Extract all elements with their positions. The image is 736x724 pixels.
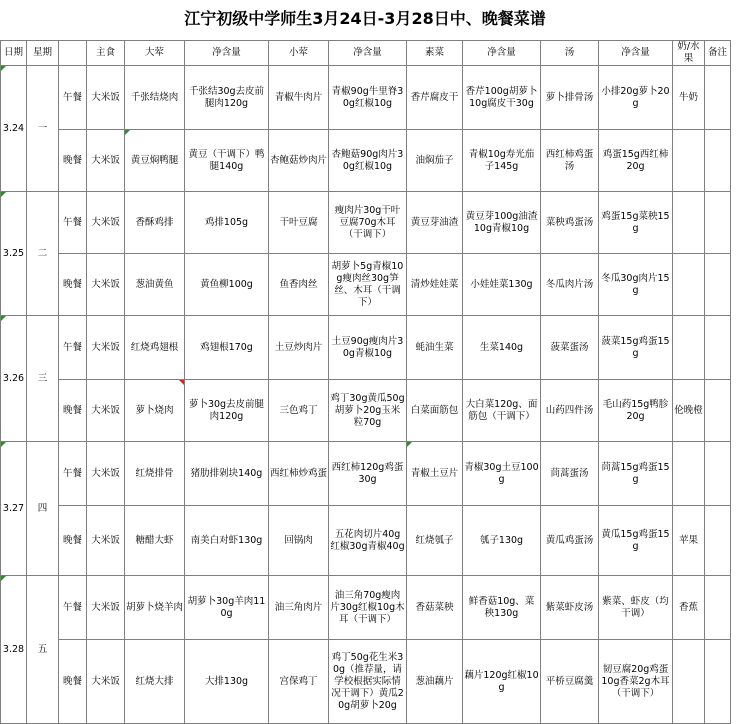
veg-qty-cell: 青椒10g寿光茄子145g <box>463 130 541 192</box>
meal-row <box>1 640 731 724</box>
milk-fruit-cell: 苹果 <box>673 506 705 576</box>
header-side: 小荤 <box>269 41 329 66</box>
milk-fruit-cell <box>673 640 705 724</box>
meal-cell: 晚餐 <box>59 640 87 724</box>
milk-fruit-cell: 伦晚橙 <box>673 380 705 442</box>
meal-cell: 晚餐 <box>59 506 87 576</box>
main-dish-cell: 红烧排骨 <box>125 442 185 506</box>
page-title: 江宁初级中学师生3月24日-3月28日中、晚餐菜谱 <box>184 9 546 28</box>
note-cell <box>705 316 731 380</box>
header-veg: 素菜 <box>407 41 463 66</box>
date-cell: 3.28 <box>1 576 27 724</box>
meal-row <box>1 130 731 192</box>
soup-qty-cell: 菠菜15g鸡蛋15g <box>599 316 673 380</box>
staple-cell: 大米饭 <box>87 254 125 316</box>
side-qty-cell: 杏鲍菇90g肉片30g红椒10g <box>329 130 407 192</box>
veg-qty-cell: 生菜140g <box>463 316 541 380</box>
soup-qty-cell: 毛山药15g鸭胗20g <box>599 380 673 442</box>
milk-fruit-cell: 香蕉 <box>673 576 705 640</box>
date-cell: 3.26 <box>1 316 27 442</box>
weekday-cell: 四 <box>27 442 59 576</box>
veg-dish-cell: 白菜面筋包 <box>407 380 463 442</box>
veg-qty-cell: 藕片120g红椒10g <box>463 640 541 724</box>
header-soup-qty: 净含量 <box>599 41 673 66</box>
meal-cell: 午餐 <box>59 66 87 130</box>
staple-cell: 大米饭 <box>87 506 125 576</box>
soup-qty-cell: 鸡蛋15g西红柿20g <box>599 130 673 192</box>
meal-cell: 晚餐 <box>59 380 87 442</box>
milk-fruit-cell: 牛奶 <box>673 66 705 130</box>
soup-cell: 平桥豆腐羹 <box>541 640 599 724</box>
main-dish-cell: 千张结烧肉 <box>125 66 185 130</box>
side-qty-cell: 胡萝卜5g青椒10g瘦肉丝30g笋丝、木耳（干调下） <box>329 254 407 316</box>
main-qty-cell: 南美白对虾130g <box>185 506 269 576</box>
main-qty-cell: 猪肋排剁块140g <box>185 442 269 506</box>
header-veg-qty: 净含量 <box>463 41 541 66</box>
milk-fruit-cell <box>673 316 705 380</box>
meal-cell: 午餐 <box>59 316 87 380</box>
side-dish-cell: 宫保鸡丁 <box>269 640 329 724</box>
soup-qty-cell: 冬瓜30g肉片15g <box>599 254 673 316</box>
weekday-cell: 二 <box>27 192 59 316</box>
veg-dish-cell: 香芹腐皮干 <box>407 66 463 130</box>
meal-row <box>1 506 731 576</box>
menu-body <box>1 66 731 724</box>
meal-cell: 午餐 <box>59 576 87 640</box>
side-qty-cell: 鸡丁30g黄瓜50g胡萝卜20g玉米粒70g <box>329 380 407 442</box>
note-cell <box>705 130 731 192</box>
side-dish-cell: 青椒牛肉片 <box>269 66 329 130</box>
side-dish-cell: 干叶豆腐 <box>269 192 329 254</box>
milk-fruit-cell <box>673 442 705 506</box>
note-cell <box>705 640 731 724</box>
header-main-qty: 净含量 <box>185 41 269 66</box>
soup-qty-cell: 鸡蛋15g菜秧15g <box>599 192 673 254</box>
side-qty-cell: 五花肉切片40g红椒30g青椒40g <box>329 506 407 576</box>
main-dish-cell: 黄豆焖鸭腿 <box>125 130 185 192</box>
meal-row <box>1 576 731 640</box>
weekday-cell: 三 <box>27 316 59 442</box>
side-qty-cell: 青椒90g牛里脊30g红椒10g <box>329 66 407 130</box>
menu-table <box>0 40 731 724</box>
main-qty-cell: 黄豆（干调下）鸭腿140g <box>185 130 269 192</box>
side-dish-cell: 油三角肉片 <box>269 576 329 640</box>
main-qty-cell: 黄鱼柳100g <box>185 254 269 316</box>
meal-row <box>1 192 731 254</box>
veg-dish-cell: 香菇菜秧 <box>407 576 463 640</box>
note-cell <box>705 506 731 576</box>
note-cell <box>705 380 731 442</box>
veg-qty-cell: 香芹100g胡萝卜10g腐皮干30g <box>463 66 541 130</box>
header-meal <box>59 41 87 66</box>
veg-dish-cell: 蚝油生菜 <box>407 316 463 380</box>
header-milk-fruit: 奶/水果 <box>673 41 705 66</box>
side-qty-cell: 土豆90g瘦肉片30g青椒10g <box>329 316 407 380</box>
header-date: 日期 <box>1 41 27 66</box>
note-cell <box>705 442 731 506</box>
side-dish-cell: 三色鸡丁 <box>269 380 329 442</box>
soup-cell: 萝卜排骨汤 <box>541 66 599 130</box>
side-dish-cell: 鱼香肉丝 <box>269 254 329 316</box>
veg-qty-cell: 瓠子130g <box>463 506 541 576</box>
meal-row <box>1 66 731 130</box>
meal-cell: 晚餐 <box>59 130 87 192</box>
side-qty-cell: 瘦肉片30g干叶豆腐70g木耳（干调下） <box>329 192 407 254</box>
staple-cell: 大米饭 <box>87 380 125 442</box>
date-cell: 3.24 <box>1 66 27 192</box>
staple-cell: 大米饭 <box>87 66 125 130</box>
main-dish-cell: 胡萝卜烧羊肉 <box>125 576 185 640</box>
side-dish-cell: 杏鲍菇炒肉片 <box>269 130 329 192</box>
main-dish-cell: 萝卜烧肉 <box>125 380 185 442</box>
note-cell <box>705 66 731 130</box>
meal-cell: 午餐 <box>59 192 87 254</box>
veg-dish-cell: 清炒娃娃菜 <box>407 254 463 316</box>
veg-qty-cell: 大白菜120g、面筋包（干调下） <box>463 380 541 442</box>
side-qty-cell: 鸡丁50g花生米30g（推荐量，请学校根据实际情况干调下）黄瓜20g胡萝卜20g <box>329 640 407 724</box>
soup-qty-cell: 茼蒿15g鸡蛋15g <box>599 442 673 506</box>
meal-row <box>1 254 731 316</box>
main-dish-cell: 红烧大排 <box>125 640 185 724</box>
header-weekday: 星期 <box>27 41 59 66</box>
veg-dish-cell: 黄豆芽油渣 <box>407 192 463 254</box>
staple-cell: 大米饭 <box>87 640 125 724</box>
main-qty-cell: 千张结30g去皮前腿肉120g <box>185 66 269 130</box>
side-qty-cell: 西红柿120g鸡蛋30g <box>329 442 407 506</box>
soup-cell: 西红柿鸡蛋汤 <box>541 130 599 192</box>
soup-cell: 黄瓜鸡蛋汤 <box>541 506 599 576</box>
veg-qty-cell: 黄豆芽100g油渣10g青椒10g <box>463 192 541 254</box>
side-dish-cell: 土豆炒肉片 <box>269 316 329 380</box>
veg-qty-cell: 小娃娃菜130g <box>463 254 541 316</box>
veg-dish-cell: 油焖茄子 <box>407 130 463 192</box>
date-cell: 3.25 <box>1 192 27 316</box>
main-qty-cell: 胡萝卜30g羊肉110g <box>185 576 269 640</box>
soup-cell: 紫菜虾皮汤 <box>541 576 599 640</box>
meal-row <box>1 380 731 442</box>
milk-fruit-cell <box>673 254 705 316</box>
note-cell <box>705 576 731 640</box>
header-row <box>1 41 731 66</box>
soup-qty-cell: 小排20g萝卜20g <box>599 66 673 130</box>
meal-row <box>1 442 731 506</box>
note-cell <box>705 254 731 316</box>
main-dish-cell: 香酥鸡排 <box>125 192 185 254</box>
soup-cell: 菜秧鸡蛋汤 <box>541 192 599 254</box>
main-qty-cell: 大排130g <box>185 640 269 724</box>
veg-qty-cell: 青椒30g土豆100g <box>463 442 541 506</box>
main-qty-cell: 鸡翅根170g <box>185 316 269 380</box>
note-cell <box>705 192 731 254</box>
soup-cell: 茼蒿蛋汤 <box>541 442 599 506</box>
main-qty-cell: 鸡排105g <box>185 192 269 254</box>
milk-fruit-cell <box>673 192 705 254</box>
staple-cell: 大米饭 <box>87 442 125 506</box>
milk-fruit-cell <box>673 130 705 192</box>
header-note: 备注 <box>705 41 731 66</box>
soup-qty-cell: 紫菜、虾皮（均干调） <box>599 576 673 640</box>
meal-cell: 午餐 <box>59 442 87 506</box>
staple-cell: 大米饭 <box>87 130 125 192</box>
header-main: 大荤 <box>125 41 185 66</box>
side-dish-cell: 西红柿炒鸡蛋 <box>269 442 329 506</box>
soup-qty-cell: 韧豆腐20g鸡蛋10g香菜2g木耳（干调下） <box>599 640 673 724</box>
soup-cell: 冬瓜肉片汤 <box>541 254 599 316</box>
veg-dish-cell: 葱油藕片 <box>407 640 463 724</box>
side-qty-cell: 油三角70g瘦肉片30g红椒10g木耳（干调下） <box>329 576 407 640</box>
header-side-qty: 净含量 <box>329 41 407 66</box>
soup-qty-cell: 黄瓜15g鸡蛋15g <box>599 506 673 576</box>
side-dish-cell: 回锅肉 <box>269 506 329 576</box>
meal-row <box>1 316 731 380</box>
main-qty-cell: 萝卜30g去皮前腿肉120g <box>185 380 269 442</box>
soup-cell: 山药四件汤 <box>541 380 599 442</box>
veg-qty-cell: 鲜香菇10g、菜秧130g <box>463 576 541 640</box>
main-dish-cell: 红烧鸡翅根 <box>125 316 185 380</box>
weekday-cell: 一 <box>27 66 59 192</box>
staple-cell: 大米饭 <box>87 316 125 380</box>
meal-cell: 晚餐 <box>59 254 87 316</box>
weekday-cell: 五 <box>27 576 59 724</box>
veg-dish-cell: 青椒土豆片 <box>407 442 463 506</box>
veg-dish-cell: 红烧瓠子 <box>407 506 463 576</box>
staple-cell: 大米饭 <box>87 192 125 254</box>
header-staple: 主食 <box>87 41 125 66</box>
main-dish-cell: 葱油黄鱼 <box>125 254 185 316</box>
staple-cell: 大米饭 <box>87 576 125 640</box>
header-soup: 汤 <box>541 41 599 66</box>
date-cell: 3.27 <box>1 442 27 576</box>
soup-cell: 菠菜蛋汤 <box>541 316 599 380</box>
main-dish-cell: 糖醋大虾 <box>125 506 185 576</box>
